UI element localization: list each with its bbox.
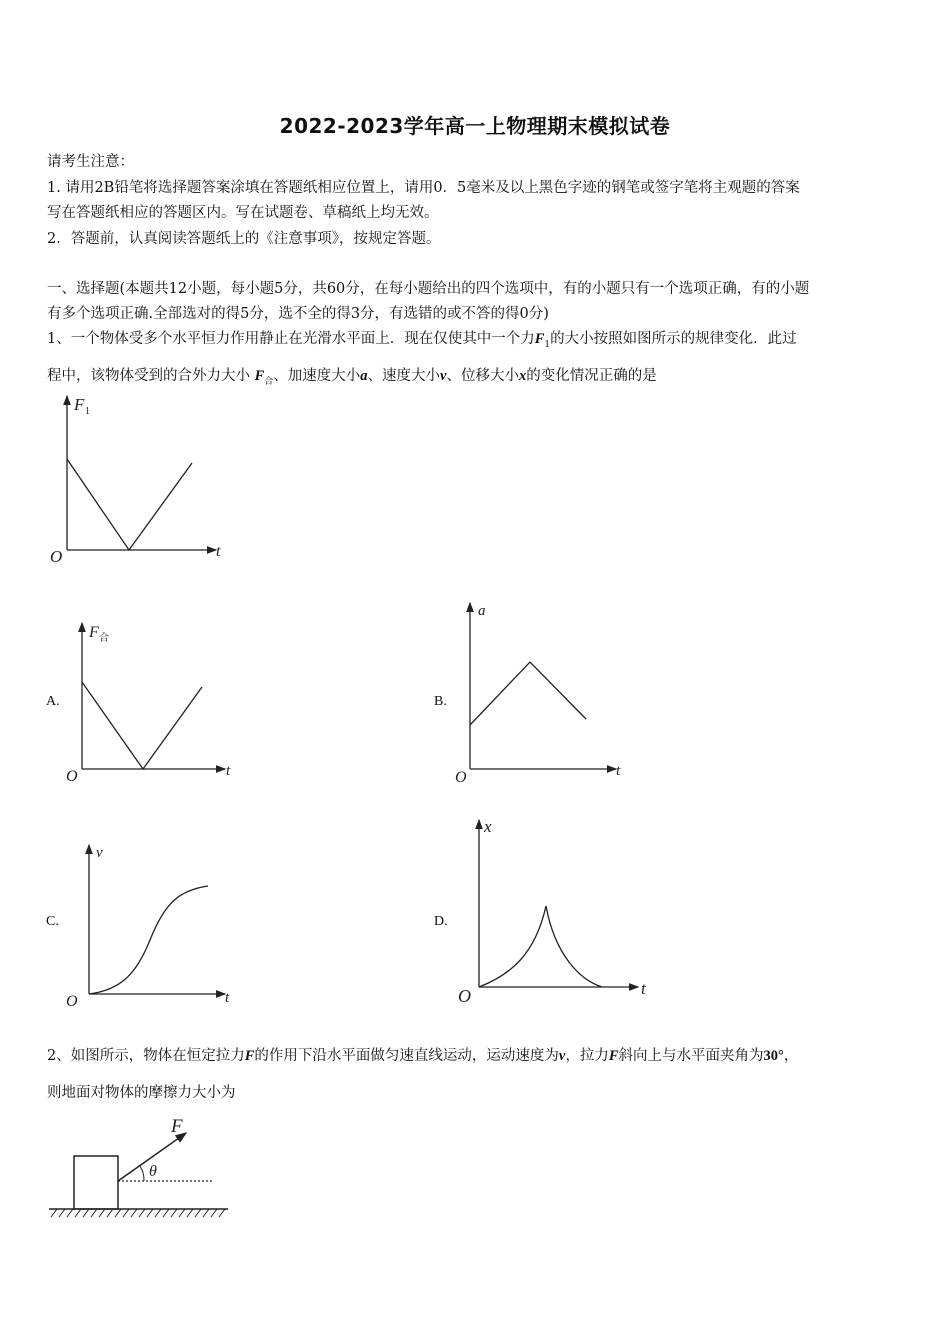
origin-label: O — [66, 768, 78, 785]
option-b-label[interactable]: B. — [434, 694, 447, 709]
fhe-curve — [82, 682, 202, 769]
x-label: t — [616, 763, 621, 779]
q2-v-symbol: v — [558, 1048, 566, 1064]
q1-text-d: 、加速度大小 — [273, 368, 361, 384]
section-1-line-2: 有多个选项正确.全部选对的得5分，选不全的得3分，有选错的或不答的得0分) — [47, 306, 549, 322]
y-label: v — [96, 845, 103, 861]
x-label: t — [216, 543, 221, 560]
q1-f-sub: 1 — [544, 339, 551, 350]
q2-text-d: 斜向上与水平面夹角为 — [618, 1048, 764, 1064]
origin-label: O — [66, 993, 78, 1010]
q1-x-symbol: x — [518, 368, 527, 384]
q2-f-symbol-2: F — [608, 1048, 619, 1064]
section-1-line-1: 一、选择题(本题共12小题，每小题5分，共60分，在每小题给出的四个选项中，有的小题只有一个选项正确，有的小题 — [47, 281, 810, 297]
notice-item-1-line-2: 写在答题纸相应的答题区内。写在试题卷、草稿纸上均无效。 — [47, 205, 439, 221]
question-1-line-2 — [47, 366, 657, 392]
q1-f-symbol: F — [534, 331, 545, 347]
q1-a-symbol: a — [360, 368, 368, 384]
x-label: t — [641, 979, 646, 998]
a-curve — [470, 662, 586, 725]
q1-text-a: 1、一个物体受多个水平恒力作用静止在光滑水平面上．现在仅使其中一个力 — [47, 331, 535, 347]
graph-f1-t — [40, 390, 240, 570]
option-a-label[interactable]: A. — [46, 694, 60, 709]
q1-text-f: 、位移大小 — [446, 368, 519, 384]
q2-block-figure — [45, 1110, 235, 1225]
option-c-label[interactable]: C. — [46, 914, 59, 929]
y-label-sub: 1 — [85, 406, 90, 417]
x-label: t — [226, 763, 231, 779]
v-curve — [89, 886, 208, 994]
question-2-line-2: 则地面对物体的摩擦力大小为 — [47, 1085, 236, 1101]
graph-option-a — [60, 618, 250, 790]
q1-v-symbol: v — [440, 368, 447, 384]
notice-item-1-line-1: 1. 请用2B铅笔将选择题答案涂填在答题纸相应位置上，请用0．5毫米及以上黑色字迹的钢笔或签字笔将主观题的答案 — [47, 180, 800, 196]
q1-text-c: 程中，该物体受到的合外力大小 — [47, 368, 250, 384]
graph-option-b — [450, 598, 640, 790]
q1-text-g: 的变化情况正确的是 — [526, 368, 657, 384]
block — [74, 1156, 118, 1209]
graph-option-c — [60, 840, 250, 1012]
question-2-line-1 — [47, 1046, 798, 1066]
q2-text-a: 2、如图所示，物体在恒定拉力 — [47, 1048, 245, 1064]
y-label-sub: 合 — [99, 633, 109, 644]
force-label: F — [171, 1116, 183, 1137]
q2-text-c: ，拉力 — [565, 1048, 609, 1064]
y-label: a — [478, 603, 486, 619]
x-curve — [479, 906, 602, 987]
q1-fhe-sub: 合 — [264, 376, 274, 387]
graph-option-d — [455, 815, 655, 1007]
f1-curve — [67, 459, 192, 550]
x-label: t — [225, 990, 230, 1006]
question-1-line-1 — [47, 329, 797, 355]
page-title: 2022-2023学年高一上物理期末模拟试卷 — [279, 114, 671, 138]
theta-label: θ — [149, 1163, 157, 1180]
q1-text-b: 的大小按照如图所示的规律变化．此过 — [550, 331, 797, 347]
q1-text-e: 、速度大小 — [367, 368, 441, 384]
q2-text-e: ， — [783, 1048, 799, 1064]
y-label: F — [74, 395, 85, 414]
notice-heading: 请考生注意： — [47, 154, 134, 170]
q1-fhe-symbol: F — [254, 368, 265, 384]
q2-f-symbol: F — [244, 1048, 255, 1064]
y-label: F — [89, 624, 99, 641]
origin-label: O — [50, 547, 63, 566]
q2-angle: 30° — [763, 1048, 784, 1064]
origin-label: O — [458, 986, 471, 1006]
origin-label: O — [455, 769, 467, 786]
q2-text-b: 的作用下沿水平面做匀速直线运动，运动速度为 — [254, 1048, 559, 1064]
option-d-label[interactable]: D. — [434, 914, 448, 929]
y-label: x — [484, 817, 492, 836]
angle-arc — [140, 1166, 144, 1181]
notice-item-2: 2．答题前，认真阅读答题纸上的《注意事项》，按规定答题。 — [47, 231, 441, 247]
ground-hatching — [51, 1209, 225, 1217]
